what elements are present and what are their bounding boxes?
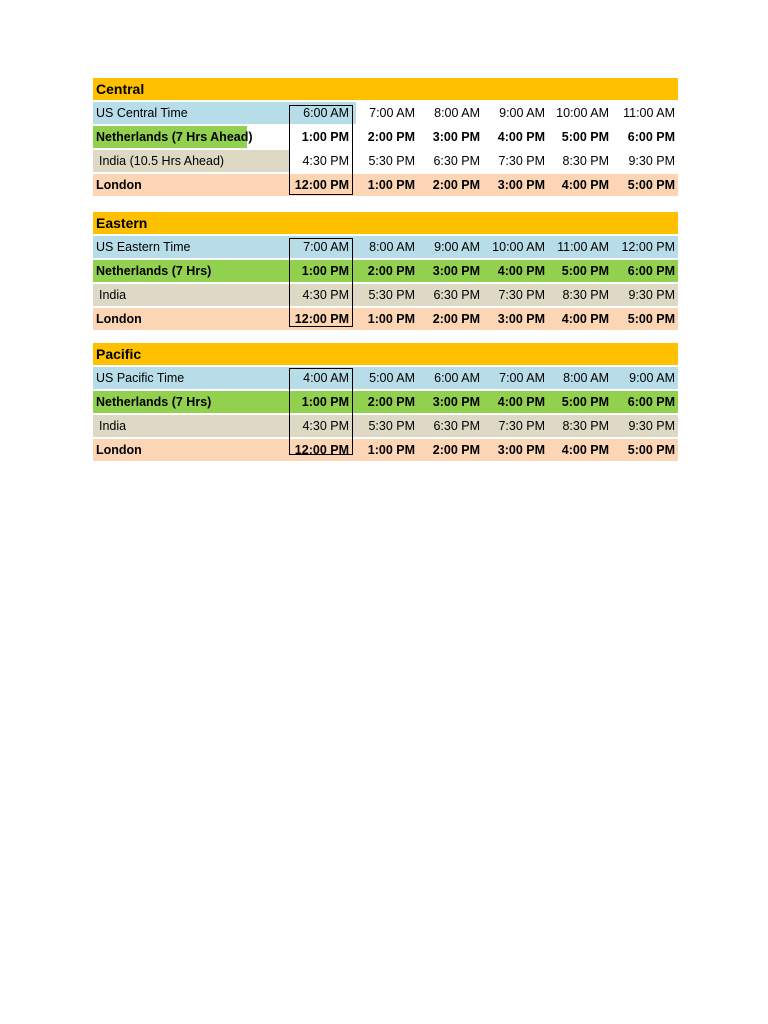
section-title: Eastern [93, 212, 678, 234]
time-cell: 4:30 PM [302, 154, 349, 168]
time-cell: 3:00 PM [432, 395, 480, 409]
time-cell: 8:00 AM [369, 240, 415, 254]
row-label: India [93, 415, 678, 437]
row-label: London [93, 174, 678, 196]
time-cell: 3:00 PM [432, 130, 480, 144]
time-cell: 8:30 PM [562, 288, 609, 302]
time-cell: 6:00 AM [303, 106, 349, 120]
time-cell: 12:00 PM [294, 443, 349, 457]
time-cell: 3:00 PM [497, 178, 545, 192]
time-cell: 1:00 PM [301, 395, 349, 409]
time-cell: 9:30 PM [628, 154, 675, 168]
time-cell: 4:00 AM [303, 371, 349, 385]
row-label: US Pacific Time [93, 367, 678, 389]
table-row-london [93, 174, 678, 196]
section-central [93, 78, 678, 196]
table-row-netherlands [93, 391, 678, 413]
time-cell: 7:30 PM [498, 419, 545, 433]
section-title: Pacific [93, 343, 678, 365]
row-label: Netherlands (7 Hrs Ahead) [93, 126, 247, 148]
time-cell: 5:00 PM [561, 395, 609, 409]
time-cell: 1:00 PM [367, 443, 415, 457]
time-cell: 9:00 AM [499, 106, 545, 120]
time-cell: 2:00 PM [432, 443, 480, 457]
time-cell: 6:00 PM [627, 395, 675, 409]
time-cell: 7:00 AM [499, 371, 545, 385]
row-label: India [93, 284, 678, 306]
row-label: London [93, 439, 678, 461]
time-cell: 4:00 PM [561, 443, 609, 457]
table-row-india [93, 150, 678, 172]
time-cell: 5:00 PM [627, 443, 675, 457]
time-cell: 9:30 PM [628, 419, 675, 433]
row-label: India (10.5 Hrs Ahead) [93, 150, 289, 172]
table-row-india [93, 284, 678, 306]
time-cell: 4:00 PM [497, 130, 545, 144]
time-cell: 3:00 PM [497, 443, 545, 457]
time-cell: 5:30 PM [368, 154, 415, 168]
time-cell: 10:00 AM [492, 240, 545, 254]
row-label: US Central Time [93, 102, 356, 124]
time-cell: 5:00 PM [627, 312, 675, 326]
time-cell: 8:30 PM [562, 419, 609, 433]
time-cell: 5:00 PM [627, 178, 675, 192]
table-row-netherlands [93, 126, 678, 148]
time-cell: 7:30 PM [498, 154, 545, 168]
time-cell: 12:00 PM [294, 178, 349, 192]
section-title: Central [93, 78, 678, 100]
table-row-london [93, 308, 678, 330]
table-row-us-pacific [93, 367, 678, 389]
time-cell: 2:00 PM [367, 395, 415, 409]
time-cell: 8:00 AM [434, 106, 480, 120]
table-row-us-central [93, 102, 678, 124]
time-cell: 9:00 AM [629, 371, 675, 385]
time-cell: 1:00 PM [301, 130, 349, 144]
time-cell: 10:00 AM [556, 106, 609, 120]
time-cell: 5:00 PM [561, 130, 609, 144]
time-cell: 6:00 AM [434, 371, 480, 385]
time-cell: 7:00 AM [369, 106, 415, 120]
table-row-india [93, 415, 678, 437]
time-cell: 1:00 PM [367, 312, 415, 326]
time-cell: 4:30 PM [302, 419, 349, 433]
time-cell: 6:30 PM [433, 154, 480, 168]
time-cell: 9:00 AM [434, 240, 480, 254]
time-cell: 12:00 PM [294, 312, 349, 326]
row-label: London [93, 308, 678, 330]
table-row-netherlands [93, 260, 678, 282]
time-cell: 5:00 PM [561, 264, 609, 278]
time-cell: 4:00 PM [561, 312, 609, 326]
time-cell: 6:00 PM [627, 264, 675, 278]
time-cell: 3:00 PM [432, 264, 480, 278]
time-cell: 4:00 PM [497, 395, 545, 409]
time-cell: 11:00 AM [557, 240, 609, 254]
time-cell: 2:00 PM [432, 178, 480, 192]
time-cell: 3:00 PM [497, 312, 545, 326]
time-cell: 6:00 PM [627, 130, 675, 144]
time-cell: 5:30 PM [368, 419, 415, 433]
time-cell: 11:00 AM [623, 106, 675, 120]
time-cell: 1:00 PM [367, 178, 415, 192]
section-eastern [93, 212, 678, 330]
table-row-us-eastern [93, 236, 678, 258]
time-cell: 8:00 AM [563, 371, 609, 385]
time-cell: 5:30 PM [368, 288, 415, 302]
time-cell: 6:30 PM [433, 419, 480, 433]
row-label: Netherlands (7 Hrs) [93, 391, 678, 413]
time-cell: 5:00 AM [369, 371, 415, 385]
time-cell: 8:30 PM [562, 154, 609, 168]
section-pacific [93, 343, 678, 461]
time-cell: 4:30 PM [302, 288, 349, 302]
time-cell: 7:30 PM [498, 288, 545, 302]
row-label: Netherlands (7 Hrs) [93, 260, 678, 282]
time-cell: 12:00 PM [621, 240, 675, 254]
row-label: US Eastern Time [93, 236, 678, 258]
time-cell: 9:30 PM [628, 288, 675, 302]
time-cell: 7:00 AM [303, 240, 349, 254]
time-cell: 1:00 PM [301, 264, 349, 278]
time-cell: 4:00 PM [561, 178, 609, 192]
time-cell: 2:00 PM [432, 312, 480, 326]
time-cell: 2:00 PM [367, 264, 415, 278]
time-cell: 2:00 PM [367, 130, 415, 144]
time-cell: 4:00 PM [497, 264, 545, 278]
time-cell: 6:30 PM [433, 288, 480, 302]
table-row-london [93, 439, 678, 461]
